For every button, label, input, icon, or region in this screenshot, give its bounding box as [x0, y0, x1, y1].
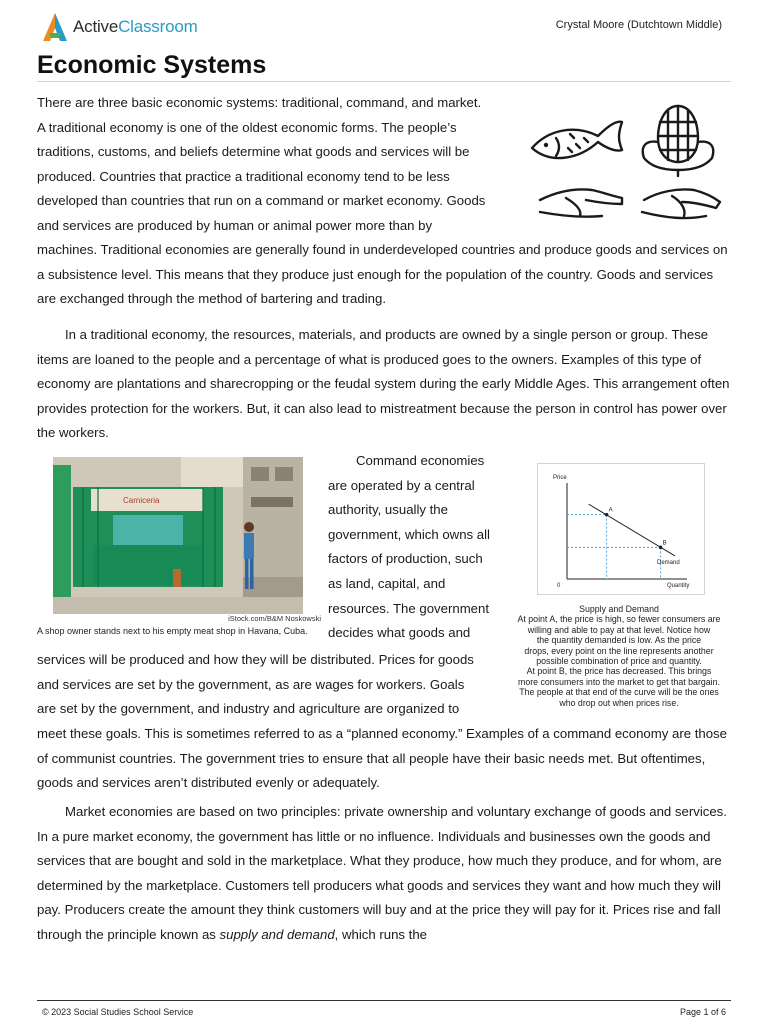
origin-label: 0 — [557, 583, 561, 589]
chart-frame — [538, 464, 705, 595]
x-axis-label: Quantity — [667, 583, 690, 589]
paragraph-2: In a traditional economy, the resources, materials, and products are owned by a single person or group. These items are loaned to the people and a percentage of what is produced goes to the owners. Examples of this type of economy are plantations and sharecropping or the feudal system during the early Middle Ages. This arrangement often provides protection for the workers. But, it can also lead to mistreatment because the person in control has power over the workers. — [37, 327, 730, 441]
shop-sign: Carniceria — [123, 496, 160, 505]
y-axis-label: Price — [553, 475, 567, 481]
paragraph-1-rest: machines. Traditional economies are generally found in underdeveloped countries and produce goods and services on a subsistence level. This means that they produce just enough for the population of the country. Goods and services are exchanged through the method of bartering and trading. — [37, 242, 728, 307]
chart-caption-title: Supply and Demand — [579, 604, 659, 614]
paragraph-4: Market economies are based on two principles: private ownership and voluntary exchange of goods and services. In a pure market economy, the government has little or no influence. Individuals and businesses own the goods and services that are bought and sold in the marketplace. What they produce, how much they produce, and for whom, are determined by the marketplace. Customers tell producers what goods and services they want and how much they will pay. Producers create the amount they think customers will buy and at the price they will pay for it. Prices rise and fall through the principle known as supply and demand, which runs the — [37, 804, 727, 942]
footer-copyright: © 2023 Social Studies School Service — [42, 1007, 194, 1017]
point-b-label: B — [662, 540, 667, 547]
page-title: Economic Systems — [37, 51, 267, 79]
paragraph-3-rest: meet these goals. This is sometimes referred to as a “planned economy.” Examples of a command economy are those of communist countries. The government tries to ensure that all people have their basic needs met. But oftentimes, goods and services aren’t distributed evenly or adequately. — [37, 726, 727, 791]
page-indicator: Page 1 of 6 — [679, 1007, 726, 1017]
supply-and-demand-term: supply and demand — [219, 926, 335, 942]
chart-caption: Supply and Demand At point A, the price is high, so fewer consumers are willing and able to pay at that level. Notice how the quantity demanded is low. As the price drops, every point on the line represents another possible combination of price and quantity. At point B, the price has decreased. This brings more consumers into the market to get that bargain. The people at that end of the curve will be the ones who drop out when prices rise. — [508, 604, 730, 708]
demand-label: Demand — [657, 560, 680, 566]
corn-icon — [643, 106, 713, 176]
paragraph-3-column: Command economies are operated by a central authority, usually the government, which owns all factors of production, such as land, capital, and resources. The government decides what goods and — [328, 453, 490, 641]
demand-chart — [537, 463, 705, 595]
paragraph-1-column: There are three basic economic systems: traditional, command, and market. A traditional economy is one of the oldest economic forms. The people’s traditions, customs, and beliefs determine what goods and services will be produced. Countries that practice a traditional economy tend to be less developed than countries that run on a command or market economy. Goods and services are produced by human or animal power more than by — [37, 95, 486, 233]
paragraph-3-middle: services will be produced and how they will be distributed. Prices for goods and services are set by the government, as are wages for workers. Goals are set by the government, and industry and agriculture are organized to — [37, 652, 474, 717]
havana-meat-shop-photo — [53, 457, 303, 614]
photo-caption: A shop owner stands next to his empty meat shop in Havana, Cuba. — [37, 626, 308, 636]
activeclassroom-logo[interactable] — [42, 12, 198, 42]
user-name[interactable]: Crystal Moore (Dutchtown Middle) — [555, 19, 722, 31]
open-hands-icon — [540, 189, 720, 218]
point-a-label: A — [608, 507, 613, 514]
footer-divider — [37, 1000, 731, 1001]
logo-text: ActiveClassroom — [73, 17, 198, 36]
title-divider — [37, 81, 731, 82]
photo-credit: iStock.com/B&M Noskowski — [228, 614, 321, 623]
logo-mark-icon — [42, 12, 68, 42]
fish-icon — [532, 122, 622, 158]
traditional-economy-illustration — [526, 100, 726, 230]
